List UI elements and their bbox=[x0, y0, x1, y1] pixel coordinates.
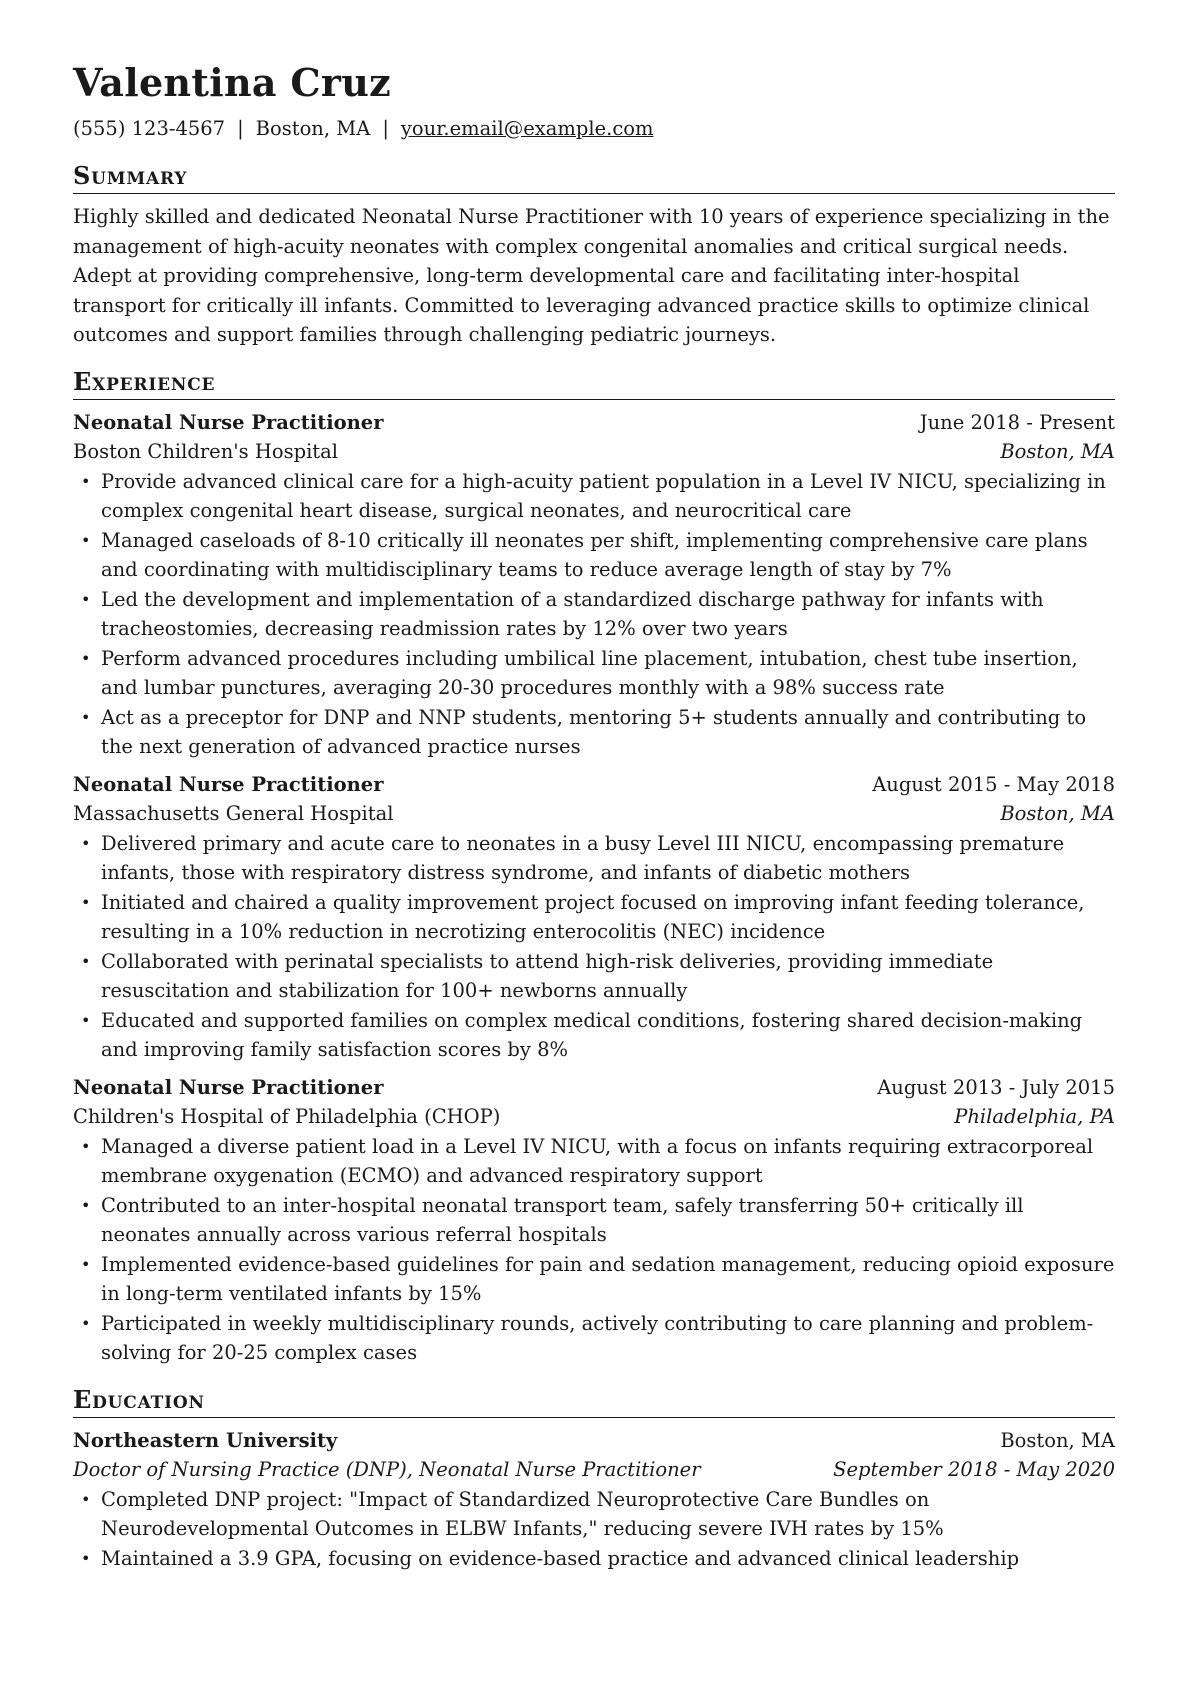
bullet-text: Collaborated with perinatal specialists to attend high-risk deliveries, providing immediate resuscitation and stabilization for 100+ newborns annually bbox=[101, 949, 994, 1002]
bullet-item bbox=[73, 526, 1115, 585]
bullet-text: Provide advanced clinical care for a high-acuity patient population in a Level IV NICU, specializing in complex congenital heart disease, surgical neonates, and neurocritical care bbox=[101, 469, 1106, 522]
contact-separator: | bbox=[382, 117, 389, 140]
bullet-text: Maintained a 3.9 GPA, focusing on evidence-based practice and advanced clinical leadership bbox=[101, 1546, 1020, 1570]
bullet-text: Educated and supported families on complex medical conditions, fostering shared decision-making and improving family satisfaction scores by 8% bbox=[101, 1008, 1083, 1061]
bullet-text: Perform advanced procedures including umbilical line placement, intubation, chest tube insertion, and lumbar punctures, averaging 20-30 procedures monthly with a 98% success rate bbox=[101, 646, 1078, 699]
bullet-item bbox=[73, 1485, 1115, 1544]
bullet-icon: • bbox=[81, 1136, 91, 1156]
school-name: Northeastern University bbox=[73, 1428, 338, 1452]
bullet-text: Contributed to an inter-hospital neonatal transport team, safely transferring 50+ critically ill neonates annually across various referral hospitals bbox=[101, 1193, 1024, 1246]
job-entry bbox=[73, 1073, 1115, 1368]
bullet-item bbox=[73, 644, 1115, 703]
bullet-icon: • bbox=[81, 892, 91, 912]
bullet-item bbox=[73, 1191, 1115, 1250]
bullet-icon: • bbox=[81, 1010, 91, 1030]
bullet-item bbox=[73, 947, 1115, 1006]
bullet-text: Managed caseloads of 8-10 critically ill neonates per shift, implementing comprehensive care plans and coordinating with multidisciplinary teams to reduce average length of stay by 7% bbox=[101, 528, 1088, 581]
job-bullets bbox=[73, 467, 1115, 762]
job-dates: August 2015 - May 2018 bbox=[872, 772, 1115, 796]
bullet-text: Implemented evidence-based guidelines for pain and sedation management, reducing opioid exposure in long-term ventilated infants by 15% bbox=[101, 1252, 1115, 1305]
job-bullets bbox=[73, 1132, 1115, 1368]
bullet-icon: • bbox=[81, 1254, 91, 1274]
bullet-text: Initiated and chaired a quality improvement project focused on improving infant feeding tolerance, resulting in a 10% reduction in necrotizing enterocolitis (NEC) incidence bbox=[101, 890, 1085, 943]
job-location: Philadelphia, PA bbox=[954, 1105, 1115, 1128]
bullet-icon: • bbox=[81, 1548, 91, 1568]
bullet-text: Act as a preceptor for DNP and NNP students, mentoring 5+ students annually and contributing to the next generation of advanced practice nurses bbox=[101, 705, 1087, 758]
bullet-item bbox=[73, 1544, 1115, 1574]
contact-separator: | bbox=[237, 117, 244, 140]
experience-heading: Experience bbox=[73, 368, 1115, 400]
degree-name: Doctor of Nursing Practice (DNP), Neonatal Nurse Practitioner bbox=[73, 1458, 701, 1481]
job-entry bbox=[73, 408, 1115, 762]
job-entry bbox=[73, 770, 1115, 1065]
phone-number: (555) 123-4567 bbox=[73, 117, 226, 140]
bullet-text: Led the development and implementation of a standardized discharge pathway for infants with tracheostomies, decreasing readmission rates by 12% over two years bbox=[101, 587, 1044, 640]
bullet-item bbox=[73, 467, 1115, 526]
contact-location: Boston, MA bbox=[255, 117, 371, 140]
bullet-icon: • bbox=[81, 707, 91, 727]
bullet-icon: • bbox=[81, 589, 91, 609]
bullet-text: Participated in weekly multidisciplinary rounds, actively contributing to care planning and problem-solving for 20-25 complex cases bbox=[101, 1311, 1094, 1364]
bullet-item bbox=[73, 1006, 1115, 1065]
bullet-item bbox=[73, 829, 1115, 888]
education-bullets bbox=[73, 1485, 1115, 1574]
bullet-icon: • bbox=[81, 471, 91, 491]
bullet-text: Managed a diverse patient load in a Level IV NICU, with a focus on infants requiring extracorporeal membrane oxygenation (ECMO) and advanced respiratory support bbox=[101, 1134, 1094, 1187]
bullet-item bbox=[73, 1132, 1115, 1191]
education-heading: Education bbox=[73, 1386, 1115, 1418]
job-title: Neonatal Nurse Practitioner bbox=[73, 772, 384, 796]
candidate-name: Valentina Cruz bbox=[73, 60, 391, 105]
experience-list bbox=[73, 408, 1115, 1368]
bullet-icon: • bbox=[81, 951, 91, 971]
job-dates: June 2018 - Present bbox=[919, 410, 1115, 434]
job-location: Boston, MA bbox=[1000, 802, 1115, 825]
contact-line bbox=[73, 114, 1115, 144]
job-title: Neonatal Nurse Practitioner bbox=[73, 1075, 384, 1099]
bullet-icon: • bbox=[81, 833, 91, 853]
bullet-item bbox=[73, 1250, 1115, 1309]
bullet-text: Completed DNP project: "Impact of Standardized Neuroprotective Care Bundles on Neurodevelopmental Outcomes in ELBW Infants," reducing severe IVH rates by 15% bbox=[101, 1487, 944, 1540]
employer-name: Children's Hospital of Philadelphia (CHOP) bbox=[73, 1105, 501, 1128]
job-title: Neonatal Nurse Practitioner bbox=[73, 410, 384, 434]
bullet-icon: • bbox=[81, 530, 91, 550]
education-dates: September 2018 - May 2020 bbox=[833, 1458, 1115, 1481]
employer-name: Boston Children's Hospital bbox=[73, 440, 339, 463]
bullet-text: Delivered primary and acute care to neonates in a busy Level III NICU, encompassing premature infants, those with respiratory distress syndrome, and infants of diabetic mothers bbox=[101, 831, 1065, 884]
bullet-item bbox=[73, 703, 1115, 762]
job-bullets bbox=[73, 829, 1115, 1065]
job-dates: August 2013 - July 2015 bbox=[877, 1075, 1115, 1099]
job-location: Boston, MA bbox=[1000, 440, 1115, 463]
summary-heading: Summary bbox=[73, 162, 1115, 194]
employer-name: Massachusetts General Hospital bbox=[73, 802, 394, 825]
bullet-item bbox=[73, 1309, 1115, 1368]
bullet-icon: • bbox=[81, 648, 91, 668]
education-entry bbox=[73, 1426, 1115, 1574]
bullet-icon: • bbox=[81, 1313, 91, 1333]
bullet-item bbox=[73, 888, 1115, 947]
summary-text: Highly skilled and dedicated Neonatal Nurse Practitioner with 10 years of experience specializing in the management of high-acuity neonates with complex congenital anomalies and critical surgical needs. Adept at providing comprehensive, long-term developmental care and facilitating inter-hospital transport for critically ill infants. Committed to leveraging advanced practice skills to optimize clinical outcomes and support families through challenging pediatric journeys. bbox=[73, 205, 1110, 346]
bullet-item bbox=[73, 585, 1115, 644]
school-location: Boston, MA bbox=[1000, 1428, 1115, 1452]
bullet-icon: • bbox=[81, 1195, 91, 1215]
bullet-icon: • bbox=[81, 1489, 91, 1509]
email-link[interactable]: your.email@example.com bbox=[400, 117, 654, 140]
